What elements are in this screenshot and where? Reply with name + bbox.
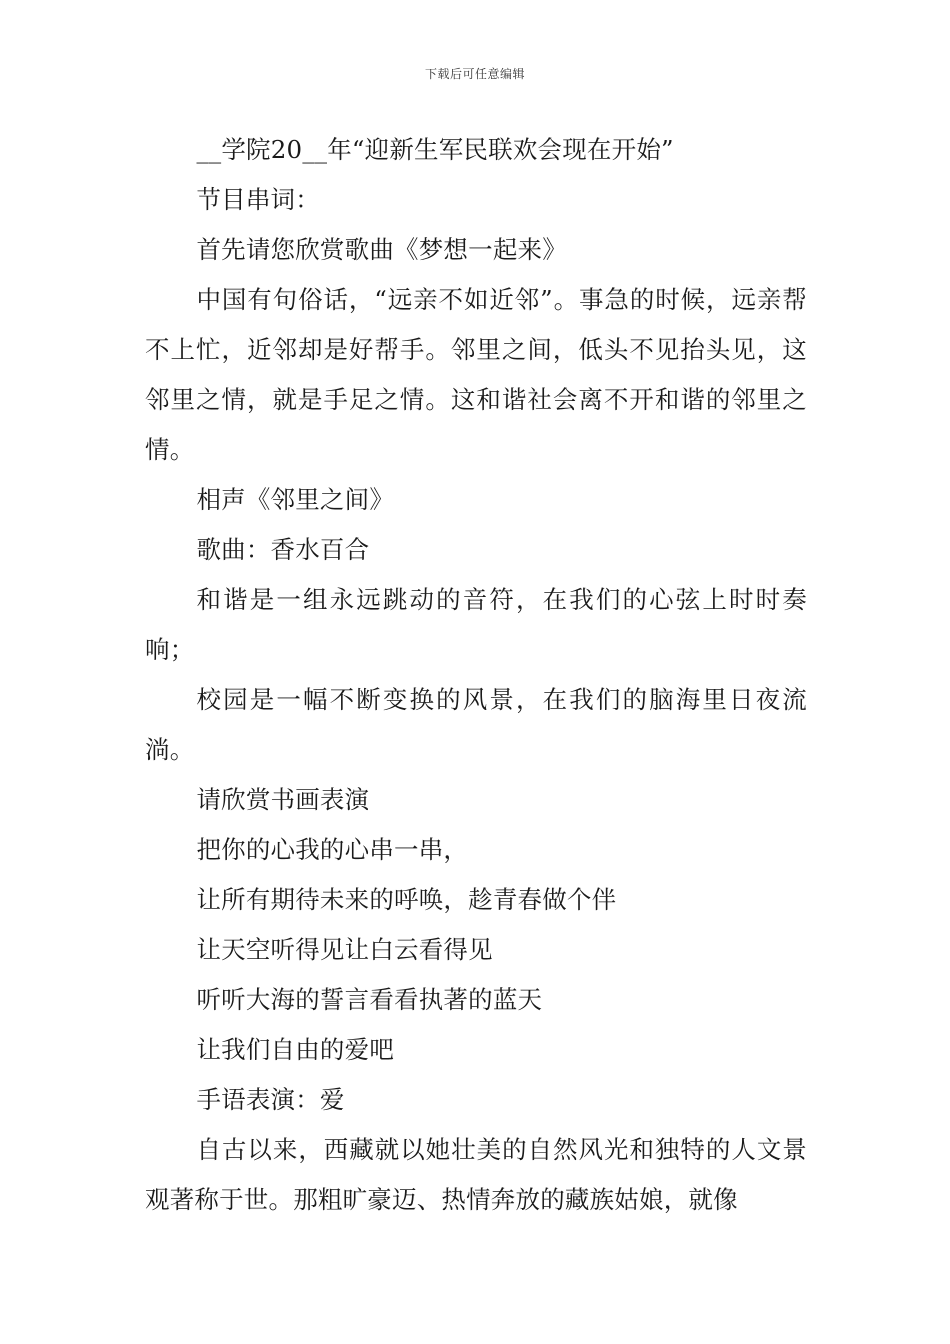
paragraph-lyric-2: 让所有期待未来的呼唤，趁青春做个伴	[196, 885, 617, 914]
paragraph-tibet: 自古以来，西藏就以她壮美的自然风光和独特的人文景观著称于世。那粗旷豪迈、热情奔放的藏族姑娘，就像	[145, 1135, 807, 1214]
paragraph-song-intro: 首先请您欣赏歌曲《梦想一起来》	[196, 235, 567, 264]
paragraph-program-heading: 节目串词：	[196, 185, 320, 214]
paragraph-lyric-1: 把你的心我的心串一串，	[196, 835, 469, 864]
document-body	[145, 125, 807, 1225]
paragraph-sign-language: 手语表演：爱	[196, 1085, 345, 1114]
paragraph-campus: 校园是一幅不断变换的风景，在我们的脑海里日夜流淌。	[145, 685, 807, 764]
paragraph-neighbor-proverb: 中国有句俗话，“远亲不如近邻”。事急的时候，远亲帮不上忙，近邻却是好帮手。邻里之间，低头不见抬头见，这邻里之情，就是手足之情。这和谐社会离不开和谐的邻里之情。	[145, 285, 807, 464]
paragraph-song-lily: 歌曲：香水百合	[196, 535, 370, 564]
paragraph-crosstalk: 相声《邻里之间》	[196, 485, 395, 514]
paragraph-lyric-4: 听听大海的誓言看看执著的蓝天	[196, 985, 543, 1014]
page-header-note: 下载后可任意编辑	[424, 67, 525, 81]
paragraph-title-line: __学院20__年“迎新生军民联欢会现在开始”	[196, 135, 674, 164]
paragraph-lyric-3: 让天空听得见让白云看得见	[196, 935, 493, 964]
paragraph-lyric-5: 让我们自由的爱吧	[196, 1035, 395, 1064]
paragraph-harmony: 和谐是一组永远跳动的音符，在我们的心弦上时时奏响；	[145, 585, 807, 664]
paragraph-calligraphy: 请欣赏书画表演	[196, 785, 370, 814]
